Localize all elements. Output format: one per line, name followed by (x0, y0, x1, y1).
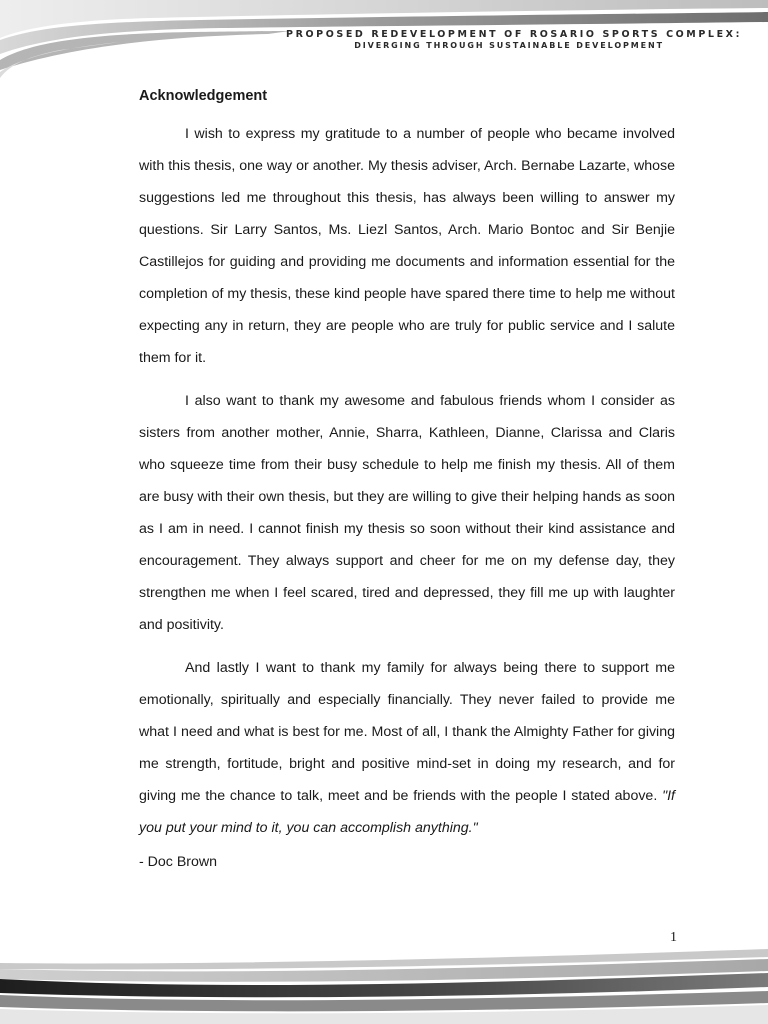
header-title: PROPOSED REDEVELOPMENT OF ROSARIO SPORTS COMPLEX: (286, 29, 742, 40)
paragraph-1: I wish to express my gratitude to a number of people who became involved with this thesis, one way or another. My thesis adviser, Arch. Bernabe Lazarte, whose suggestions led me throughout this thesis, has always been willing to answer my questions. Sir Larry Santos, Ms. Liezl Santos, Arch. Mario Bontoc and Sir Benjie Castillejos for guiding and providing me documents and information essential for the completion of my thesis, these kind people have spared there time to help me without expecting any in return, they are people who are truly for public service and I salute them for it. (139, 126, 675, 366)
paragraph-3-text: And lastly I want to thank my family for always being there to support me emotionally, spiritually and especially financially. They never failed to provide me what I need and what is best for me. Most of all, I thank the Almighty Father for giving me strength, fortitude, bright and positive mind-set in doing my research, and for giving me the chance to talk, meet and be friends with the people I stated above. (139, 660, 675, 804)
quote-attribution: - Doc Brown (139, 854, 218, 870)
page-heading: Acknowledgement (139, 88, 268, 104)
page-number: 1 (670, 930, 677, 945)
document-body (139, 86, 675, 872)
header-subtitle: DIVERGING THROUGH SUSTAINABLE DEVELOPMENT (354, 41, 664, 50)
header-swoosh-graphic (0, 0, 768, 80)
quote: "If you put your mind to it, you can accomplish anything." (139, 788, 675, 836)
footer-swoosh-graphic (0, 935, 768, 1024)
paragraph-3 (139, 652, 675, 844)
paragraph-2: I also want to thank my awesome and fabulous friends whom I consider as sisters from another mother, Annie, Sharra, Kathleen, Dianne, Clarissa and Claris who squeeze time from their busy schedule to help me finish my thesis. All of them are busy with their own thesis, but they are willing to give their helping hands as soon as I am in need. I cannot finish my thesis so soon without their kind assistance and encouragement. They always support and cheer for me on my defense day, they strengthen me when I feel scared, tired and depressed, they fill me up with laughter and positivity. (139, 393, 675, 633)
